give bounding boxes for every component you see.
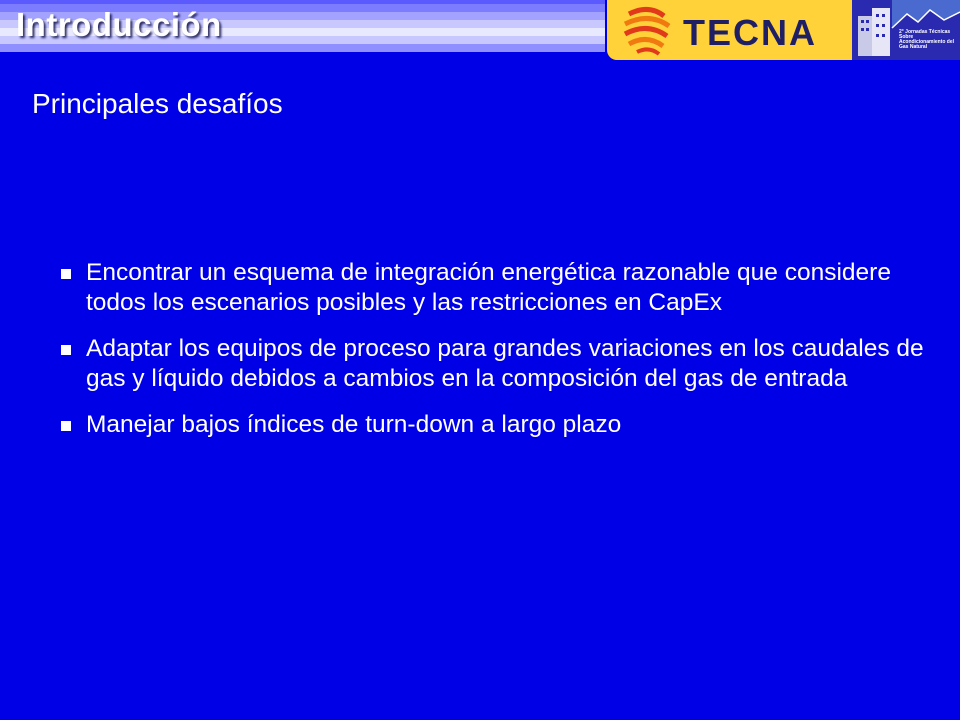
list-item xyxy=(58,410,938,440)
bullet-text: Adaptar los equipos de proceso para grandes variaciones en los caudales de gas y líquido debidos a cambios en la composición del gas de entrada xyxy=(86,335,924,392)
bullet-text: Encontrar un esquema de integración energética razonable que considere todos los escenarios posibles y las restricciones en CapEx xyxy=(86,259,891,316)
square-bullet-icon xyxy=(61,269,71,279)
bullet-list xyxy=(58,258,938,456)
page-title: Introducción xyxy=(16,6,222,43)
tecna-swirl-icon xyxy=(619,4,679,56)
square-bullet-icon xyxy=(61,345,71,355)
event-name: 2° Jornadas Técnicas Sobre Acondicionamiento del Gas Natural xyxy=(899,29,955,50)
list-item xyxy=(58,334,938,394)
bullet-text: Manejar bajos índices de turn-down a largo plazo xyxy=(86,411,622,438)
subtitle: Principales desafíos xyxy=(32,88,283,119)
jornadas-logo xyxy=(852,0,960,60)
list-item xyxy=(58,258,938,318)
square-bullet-icon xyxy=(61,421,71,431)
header xyxy=(0,0,960,60)
tecna-logo xyxy=(607,0,852,60)
brand-name: TECNA xyxy=(683,12,817,53)
